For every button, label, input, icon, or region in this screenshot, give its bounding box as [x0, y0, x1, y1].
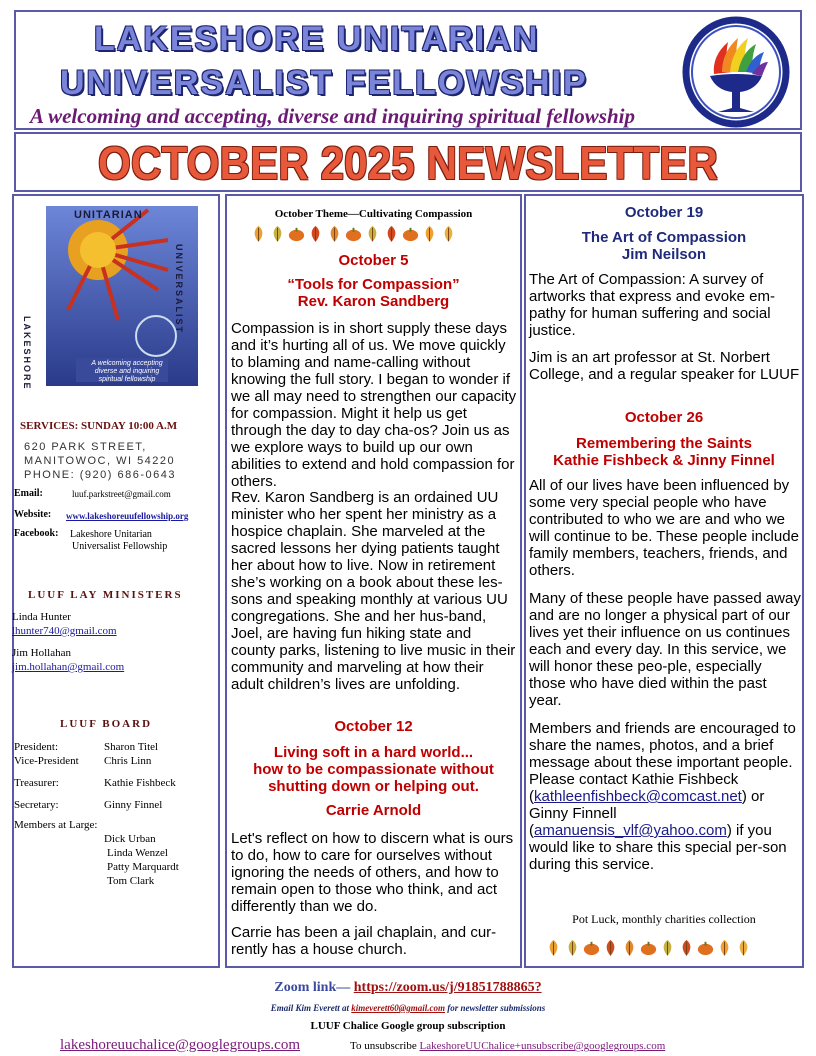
oct26-date: October 26 [624, 409, 704, 426]
autumn-leaf-icon [382, 224, 401, 243]
masthead [14, 10, 802, 130]
oct12-paragraph-1: Let's reflect on how to discern what is ours to do, how to care for ourselves without ignoring the needs of others, and how to remain open to those who think, and act differently than we do. [231, 830, 514, 915]
lay-minister-email[interactable]: lhunter740@gmail.com [12, 625, 117, 637]
oct12-heading [227, 744, 520, 795]
pumpkin-icon [287, 224, 306, 243]
lay-minister-email[interactable]: jim.hollahan@gmail.com [12, 661, 125, 673]
lay-minister-name: Jim Hollahan [12, 647, 71, 659]
oct26-speaker: Kathie Fishbeck & Jinny Finnel [553, 452, 775, 469]
poster-word-top: UNITARIAN [74, 209, 143, 221]
chalice-logo-icon [676, 16, 796, 128]
website-label: Website: [14, 509, 52, 520]
oct5-title: “Tools for Compassion” [287, 276, 460, 293]
potluck-note: Pot Luck, monthly charities collection [572, 912, 756, 926]
autumn-leaf-icon [268, 224, 287, 243]
oct5-heading [227, 276, 520, 310]
board-name: Ginny Finnel [104, 799, 163, 811]
lay-minister-name: Linda Hunter [12, 611, 71, 623]
oct19-speaker: Jim Neilson [621, 246, 707, 263]
autumn-leaf-icon [620, 938, 639, 957]
oct26-heading [526, 435, 802, 469]
unsubscribe-label: To unsubscribe [350, 1040, 420, 1052]
services-time: SERVICES: SUNDAY 10:00 A.M [20, 420, 178, 432]
lay-minister-2 [12, 646, 124, 674]
autumn-leaf-icon [363, 224, 382, 243]
oct19-paragraph-1: The Art of Compassion: A survey of artworks that express and evoke em-pathy for human suffering and social justice. [529, 271, 775, 339]
autumn-leaf-icon [420, 224, 439, 243]
zoom-link[interactable]: https://zoom.us/j/91851788865? [353, 980, 542, 995]
board-row [14, 776, 179, 798]
oct5-paragraph-1: Compassion is in short supply these days and it’s hurting all of us. We move quickly to blaming and name-calling without knowing the full story. I began to wonder if we all may need to strengthen our capacity for compassion. Might it help us get through the day to day cha-os? Join us as we explore ways to build up our own abilities to extend and hold compassion for others. [231, 320, 517, 490]
address-line1: 620 PARK STREET, [24, 441, 147, 453]
oct26-title: Remembering the Saints [576, 435, 752, 452]
board-role: Treasurer: [14, 777, 59, 789]
member-at-large: Linda Wenzel [107, 847, 168, 859]
website-link[interactable]: www.lakeshoreuufellowship.org [66, 511, 189, 521]
autumn-leaf-icon [306, 224, 325, 243]
oct26-p3-text-c: ) if you would like to share this special per-son during this service. [529, 822, 787, 873]
ginny-email-link[interactable]: amanuensis_vlf@yahoo.com [534, 822, 727, 839]
oct12-title-line1: Living soft in a hard world... [273, 744, 474, 761]
board-row [14, 740, 179, 754]
autumn-leaf-icon [601, 938, 620, 957]
board-row [14, 798, 179, 818]
facebook-value-line1: Lakeshore Unitarian [70, 529, 152, 540]
oct19-date: October 19 [624, 204, 704, 221]
right-column [524, 194, 804, 968]
oct26-paragraph-3: Members and friends are encouraged to share the names, photos, and a brief message about these important people. Please contact Kathie Fishbeck (kathleenfishbeck@comcast.net) or Ginny Finnell (amanuensis_vlf@yahoo.com) if you would like to share this special per-son during this service. [529, 720, 796, 873]
autumn-leaf-icon [677, 938, 696, 957]
unsubscribe-email-link[interactable]: LakeshoreUUChalice+unsubscribe@googlegroups.com [419, 1040, 666, 1052]
pumpkin-icon [344, 224, 363, 243]
newsletter-banner [14, 132, 802, 192]
pumpkin-icon [639, 938, 658, 957]
group-email-link[interactable]: lakeshoreuuchalice@googlegroups.com [60, 1037, 300, 1053]
members-at-large-label: Members at Large: [14, 819, 98, 831]
org-title-line2: UNIVERSALIST FELLOWSHIP [60, 64, 588, 102]
board-role: President: [14, 741, 58, 753]
lay-ministers-heading: LUUF LAY MINISTERS [28, 589, 183, 601]
pumpkin-icon [696, 938, 715, 957]
member-at-large: Dick Urban [104, 833, 156, 845]
oct12-title-line2: how to be compassionate without [253, 761, 494, 778]
chalice-group-heading: LUUF Chalice Google group subscription [310, 1020, 506, 1032]
email-label: Email: [14, 488, 43, 499]
facebook-label: Facebook: [14, 528, 59, 539]
oct26-paragraph-1: All of our lives have been influenced by some very special people who have contributed to who we are and who we will continue to be. These people include family members, teachers, friends, and others. [529, 477, 799, 579]
oct26-p3-text-b: ) or Ginny Finnell [529, 788, 765, 822]
autumn-leaf-icon [249, 224, 268, 243]
kim-email-link[interactable]: kimeverett60@gmail.com [351, 1003, 445, 1013]
autumn-leaves-divider [544, 938, 753, 957]
board-name: Chris Linn [104, 755, 152, 767]
phone-number: PHONE: (920) 686-0643 [24, 469, 176, 481]
oct19-heading [526, 229, 802, 263]
member-at-large: Tom Clark [107, 875, 155, 887]
autumn-leaf-icon [715, 938, 734, 957]
address-block [24, 440, 176, 482]
oct12-title-line3: shutting down or helping out. [268, 778, 479, 795]
autumn-leaf-icon [734, 938, 753, 957]
zoom-label: Zoom link— [274, 980, 354, 995]
pumpkin-icon [582, 938, 601, 957]
oct5-date: October 5 [338, 252, 409, 269]
address-line2: MANITOWOC, WI 54220 [24, 455, 176, 467]
board-list [14, 740, 179, 888]
oct19-title: The Art of Compassion [581, 229, 747, 246]
board-role: Secretary: [14, 799, 59, 811]
sidebar [12, 194, 220, 968]
oct12-paragraph-2: Carrie has been a jail chaplain, and cur-rently has a house church. [231, 924, 497, 958]
oct5-speaker: Rev. Karon Sandberg [297, 293, 450, 310]
lay-minister-1 [12, 610, 117, 638]
email-value[interactable]: luuf.parkstreet@gmail.com [72, 489, 171, 499]
tagline: A welcoming and accepting, diverse and inquiring spiritual fellowship [30, 104, 635, 128]
autumn-leaf-icon [563, 938, 582, 957]
autumn-leaf-icon [658, 938, 677, 957]
board-name: Kathie Fishbeck [104, 777, 176, 789]
poster-word-left: LAKESHORE [22, 316, 32, 391]
poster-caption: A welcoming accepting diverse and inquiring spiritual fellowship [91, 360, 163, 383]
oct19-paragraph-2: Jim is an art professor at St. Norbert College, and a regular speaker for LUUF [529, 349, 800, 383]
group-subscribe [60, 1037, 300, 1054]
board-row [14, 754, 179, 776]
pumpkin-icon [401, 224, 420, 243]
middle-column [225, 194, 522, 968]
email-note-text: Email Kim Everett at [270, 1003, 352, 1013]
autumn-leaf-icon [544, 938, 563, 957]
oct26-p3-text-a: Members and friends are encouraged to share the names, photos, and a brief message about these important people. Please contact Kathie Fishbeck [529, 720, 796, 788]
autumn-leaves-divider [249, 224, 458, 243]
autumn-leaf-icon [439, 224, 458, 243]
board-heading: LUUF BOARD [60, 718, 153, 730]
facebook-value[interactable] [70, 529, 167, 553]
email-note [0, 1003, 816, 1013]
oct5-paragraph-2: Rev. Karon Sandberg is an ordained UU minister who her spent her ministry as a hospice chaplain. She marveled at the sacred lessons her dying patients taught her about how to live. Now in retirement she’s working on a book about these les-sons and speaking monthly at various UU congregations. She and her hus-band, Joel, are having fun hiking state and county parks, listening to live music in their community and marveling at how their adult children’s lives are unfolding. [231, 489, 516, 693]
monthly-theme: October Theme—Cultivating Compassion [274, 208, 473, 220]
oct12-speaker: Carrie Arnold [325, 802, 422, 819]
poster-word-right: UNIVERSALIST [174, 244, 184, 335]
board-role: Vice-President [14, 755, 79, 767]
org-title-line1: LAKESHORE UNITARIAN [94, 20, 540, 58]
member-at-large: Patty Marquardt [107, 861, 179, 873]
board-name: Sharon Titel [104, 741, 159, 753]
autumn-leaf-icon [325, 224, 344, 243]
zoom-line [0, 978, 816, 996]
facebook-value-line2: Universalist Fellowship [72, 541, 168, 552]
unsubscribe-line [350, 1040, 665, 1052]
kathie-email-link[interactable]: kathleenfishbeck@comcast.net [534, 788, 742, 805]
newsletter-title: OCTOBER 2025 NEWSLETTER [97, 137, 719, 189]
oct26-paragraph-2: Many of these people have passed away and are no longer a physical part of our lives yet their influence on us continues each and every day. In this service, we will honor these peo-ple, especially those who have died within the past year. [529, 590, 801, 709]
oct12-date: October 12 [334, 718, 413, 735]
email-note-text-b: for newsletter submissions [444, 1003, 546, 1013]
